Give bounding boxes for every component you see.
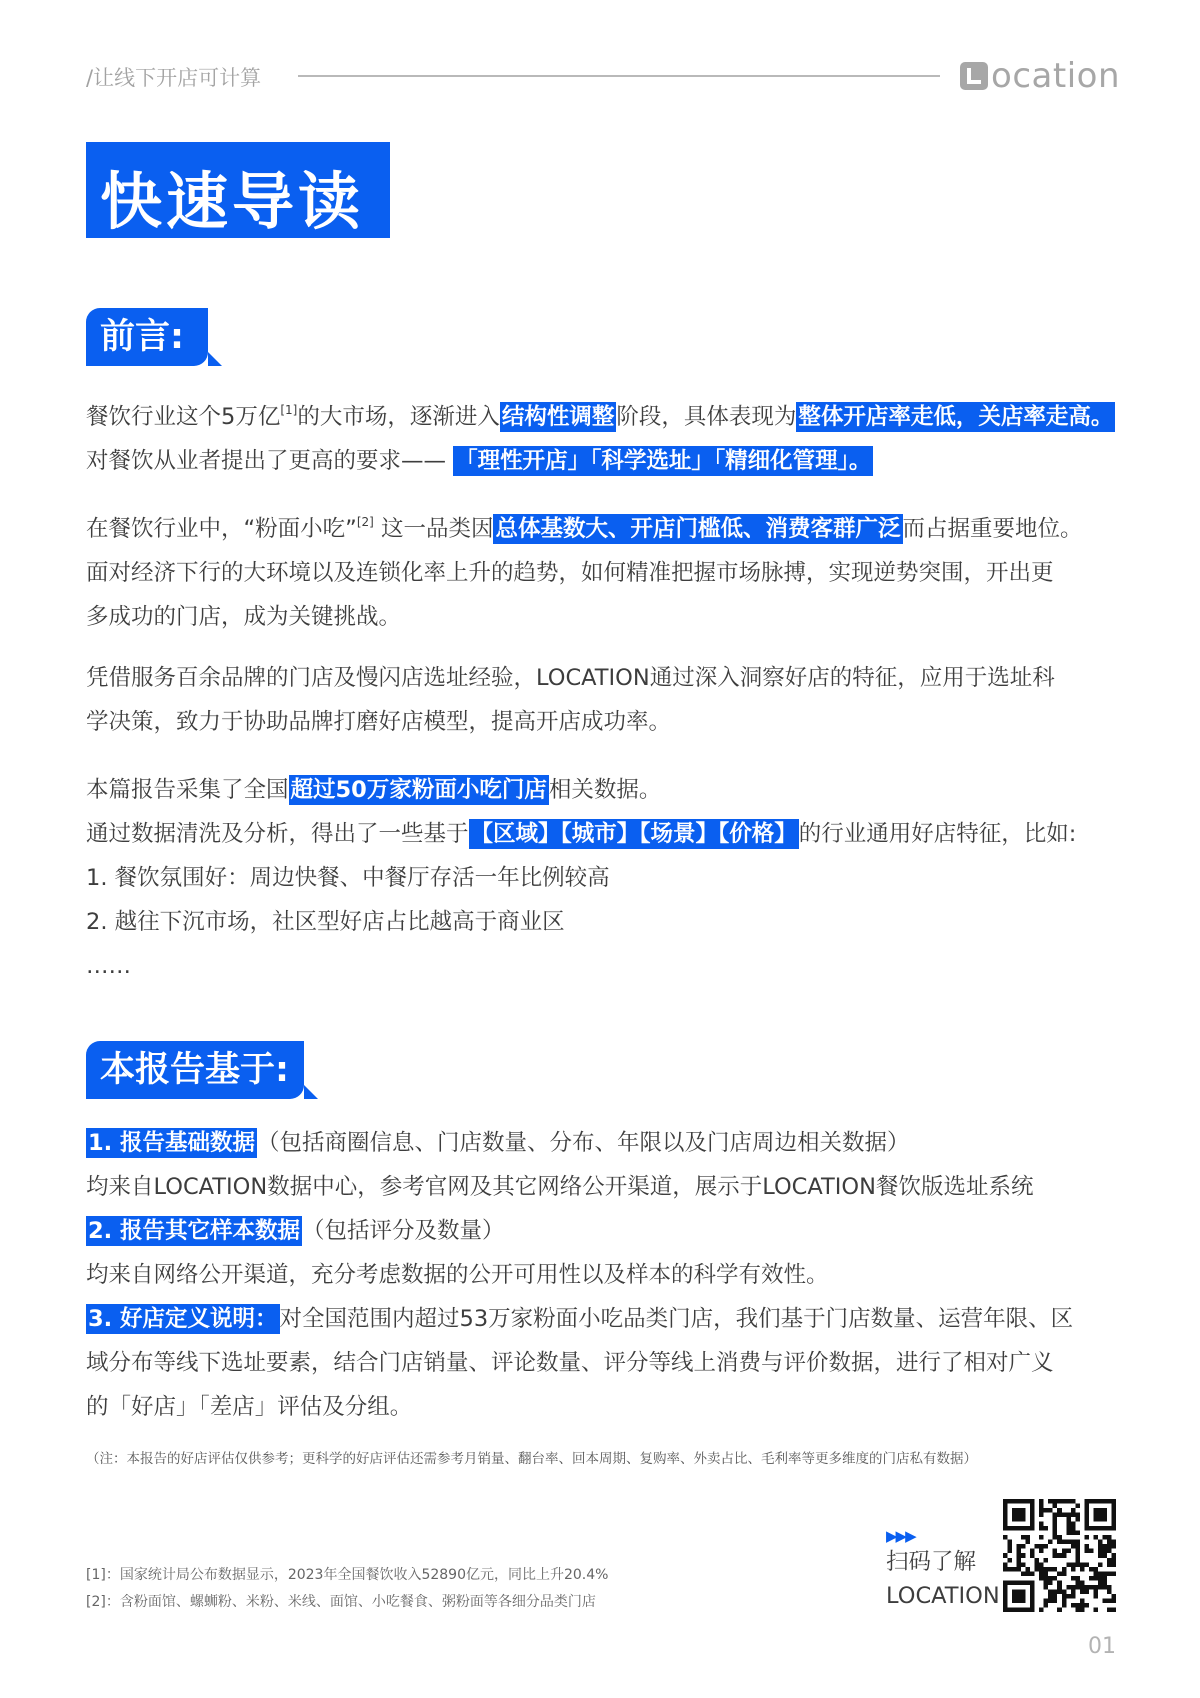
text: 餐饮行业这个5万亿 (86, 404, 281, 430)
text: 的行业通用好店特征，比如: (798, 821, 1077, 847)
footnotes (86, 1562, 608, 1616)
footnote-1: [1]：国家统计局公布数据显示，2023年全国餐饮收入52890亿元，同比上升20.4% (86, 1567, 609, 1583)
footnote-ref-2: [2] (356, 515, 374, 529)
list-item: 1. 餐饮氛围好：周边快餐、中餐厅存活一年比例较高 (86, 865, 610, 891)
text: 这一品类因 (373, 516, 494, 542)
basis-item-3 (86, 1297, 1126, 1341)
basis-item-1-desc: 均来自LOCATION数据中心，参考官网及其它网络公开渠道，展示于LOCATION餐饮版选址系统 (86, 1174, 1034, 1200)
preface-p2-line2: 面对经济下行的大环境以及连锁化率上升的趋势，如何精准把握市场脉搏，实现逆势突围，开出更 (86, 560, 1054, 586)
basis-item-3-desc-2: 的「好店」「差店」评估及分组。 (86, 1394, 413, 1420)
text: （包括评分及数量） (302, 1218, 505, 1244)
logo-mark-icon (960, 62, 988, 90)
preface-p2-line1 (86, 500, 1126, 551)
section-title-preface: 前言: (100, 317, 184, 357)
footnote-ref-1: [1] (280, 403, 298, 417)
basis-item-3-desc-1: 域分布等线下选址要素，结合门店销量、评论数量、评分等线上消费与评价数据，进行了相对广义 (86, 1350, 1054, 1376)
section-tag-basis (86, 1041, 304, 1099)
text: 相关数据。 (548, 777, 662, 803)
ellipsis: …… (86, 953, 131, 979)
section-title-basis: 本报告基于: (100, 1050, 289, 1090)
preface-p3-line1: 凭借服务百余品牌的门店及慢闪店选址经验，LOCATION通过深入洞察好店的特征，应用于选址科 (86, 665, 1055, 691)
page-header (86, 56, 1120, 96)
highlight: 3. 好店定义说明： (88, 1306, 278, 1332)
text: 对全国范围内超过53万家粉面小吃品类门店，我们基于门店数量、运营年限、区 (279, 1306, 1074, 1332)
preface-p3-line2: 学决策，致力于协助品牌打磨好店模型，提高开店成功率。 (86, 709, 672, 735)
text: 本篇报告采集了全国 (86, 777, 289, 803)
header-divider (298, 75, 940, 77)
highlight: 整体开店率走低，关店率走高。 (798, 404, 1114, 430)
highlight: 总体基数大、开店门槛低、消费客群广泛 (495, 516, 901, 542)
header-tagline: /让线下开店可计算 (86, 66, 262, 90)
preface-p1-line1 (86, 388, 1126, 439)
preface-p4-line2 (86, 812, 1126, 856)
logo-text: ocation (991, 56, 1120, 96)
list-item: 2. 越往下沉市场，社区型好店占比越高于商业区 (86, 909, 565, 935)
text: （包括商圈信息、门店数量、分布、年限以及门店周边相关数据） (257, 1130, 910, 1156)
text: 的大市场，逐渐进入 (297, 404, 500, 430)
page-title-box (86, 142, 390, 238)
highlight: 结构性调整 (501, 404, 615, 430)
location-logo (960, 56, 1120, 96)
text: 对餐饮从业者提出了更高的要求—— (86, 448, 447, 474)
text: 阶段，具体表现为 (616, 404, 797, 430)
qr-code-icon[interactable] (1003, 1499, 1116, 1612)
basis-list (86, 1121, 1126, 1429)
text: 通过数据清洗及分析，得出了一些基于 (86, 821, 469, 847)
preface-p2-line3: 多成功的门店，成为关键挑战。 (86, 604, 402, 630)
basis-item-1 (86, 1121, 1126, 1165)
text: 在餐饮行业中，“粉面小吃” (86, 516, 357, 542)
footnote-2: [2]：含粉面馆、螺蛳粉、米粉、米线、面馆、小吃餐食、粥粉面等各细分品类门店 (86, 1594, 596, 1610)
preface-paragraph-4 (86, 768, 1126, 988)
highlight: 「理性开店」「科学选址」「精细化管理」。 (455, 448, 872, 474)
preface-paragraph-3 (86, 656, 1126, 744)
section-tag-preface (86, 308, 208, 366)
highlight: 2. 报告其它样本数据 (88, 1218, 301, 1244)
scan-text: 扫码了解 (886, 1549, 977, 1575)
basis-item-2-desc: 均来自网络公开渠道，充分考虑数据的公开可用性以及样本的科学有效性。 (86, 1262, 829, 1288)
disclaimer-note: （注：本报告的好店评估仅供参考；更科学的好店评估还需参考月销量、翻台率、回本周期、复购率、外卖占比、毛利率等更多维度的门店私有数据） (86, 1451, 977, 1467)
page-number: 01 (1088, 1634, 1116, 1659)
page-title: 快速导读 (100, 165, 365, 238)
preface-paragraph-1 (86, 388, 1126, 483)
play-arrows-icon: ▶▶▶ (886, 1527, 915, 1545)
preface-paragraph-2 (86, 500, 1126, 639)
preface-p1-line2 (86, 439, 1126, 483)
highlight: 超过50万家粉面小吃门店 (290, 777, 547, 803)
scan-prompt (886, 1527, 1006, 1613)
highlight: 【区域】【城市】【场景】【价格】 (470, 821, 797, 847)
basis-item-2 (86, 1209, 1126, 1253)
text: 而占据重要地位。 (902, 516, 1083, 542)
preface-p4-line1 (86, 768, 1126, 812)
scan-brand: LOCATION (886, 1583, 1000, 1609)
highlight: 1. 报告基础数据 (88, 1130, 256, 1156)
